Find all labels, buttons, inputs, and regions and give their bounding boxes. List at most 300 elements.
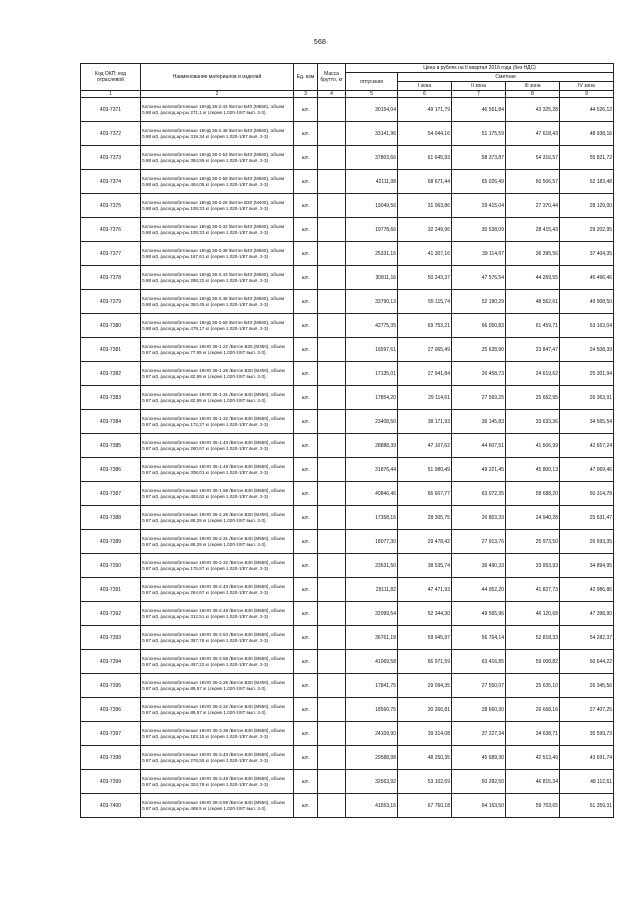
price-zone-3: 36 395,56 [506, 242, 560, 266]
column-number: 2 [141, 91, 294, 98]
item-mass [318, 98, 346, 122]
item-name: Колонны железобетонные 1КНО 36-1.48 /Бетон В40 (М550), объем 0,87 м3, расход ар-ры 308,01 кг (серия 1.020-1/87 вып. 2-3) [141, 458, 294, 482]
price-zone-2: 63 072,35 [452, 482, 506, 506]
item-unit: шт. [294, 242, 318, 266]
price-zone-3: 52 818,33 [506, 626, 560, 650]
item-mass [318, 722, 346, 746]
price-zone-1: 59 945,97 [398, 626, 452, 650]
price-zone-4: 49 908,50 [560, 290, 614, 314]
item-unit: шт. [294, 290, 318, 314]
price-zone-4: 47 398,90 [560, 602, 614, 626]
header-zone-4: IV зона [560, 82, 614, 91]
price-zone-1: 52 344,30 [398, 602, 452, 626]
price-zone-4: 28 129,00 [560, 194, 614, 218]
price-zone-4: 27 407,25 [560, 698, 614, 722]
price-zone-3: 27 370,44 [506, 194, 560, 218]
column-number-row [81, 91, 614, 98]
item-name: Колонны железобетонные 1КНД 36-3.32 /Бетон В40 (М550), объем 0,88 м3, расход ар-ры 108,23 кг (серия 1.020-1/87 вып. 2-3) [141, 218, 294, 242]
item-name: Колонны железобетонные 1КНО 36-1.26 /Бетон В30 (М400), объем 0,87 м3, расход ар-ры 82,69 кг (серия 1.020-1/87 вып. 2-3) [141, 362, 294, 386]
price-zone-1: 55 115,74 [398, 290, 452, 314]
price-zone-3: 25 635,10 [506, 674, 560, 698]
price-zone-3: 47 618,43 [506, 122, 560, 146]
price-zone-1: 27 065,49 [398, 338, 452, 362]
price-zone-2: 66 050,83 [452, 314, 506, 338]
item-unit: шт. [294, 770, 318, 794]
column-number: 9 [560, 91, 614, 98]
price-zone-2: 36 490,33 [452, 554, 506, 578]
price-zone-2: 25 628,90 [452, 338, 506, 362]
item-unit: шт. [294, 698, 318, 722]
item-unit: шт. [294, 722, 318, 746]
item-name: Колонны железобетонные 1КНО 36-3.38 /Бетон В40 (М550), объем 0,87 м3, расход ар-ры 183,15 кг (серия 1.020-1/87 вып. 2-3) [141, 722, 294, 746]
price-zone-4: 62 183,48 [560, 170, 614, 194]
price-zone-3: 61 459,71 [506, 314, 560, 338]
item-mass [318, 338, 346, 362]
item-code: 403-7384 [81, 410, 141, 434]
item-name: Колонны железобетонные 1КНД 36-2.53 /Бетон В40 (М550), объем 0,88 м3, расход ар-ры 394,59 кг (серия 1.020-1/87 вып. 2-3) [141, 146, 294, 170]
item-code: 403-7381 [81, 338, 141, 362]
price-release: 29111,82 [346, 578, 398, 602]
price-release: 18560,76 [346, 698, 398, 722]
item-mass [318, 266, 346, 290]
item-unit: шт. [294, 218, 318, 242]
table-row [81, 626, 614, 650]
item-name: Колонны железобетонные 1КНО 36-2.53 /Бетон В40 (М550), объем 0,87 м3, расход ар-ры 387,76 кг (серия 1.020-1/87 вып. 2-3) [141, 626, 294, 650]
item-name: Колонны железобетонные 1КНО 36-1.31 /Бетон В40 (М550), объем 0,87 м3, расход ар-ры 82,69 кг (серия 1.020-1/87 вып. 2-3) [141, 386, 294, 410]
item-code: 403-7371 [81, 98, 141, 122]
price-zone-1: 49 171,79 [398, 98, 452, 122]
item-code: 403-7393 [81, 626, 141, 650]
price-release: 24109,90 [346, 722, 398, 746]
table-row [81, 410, 614, 434]
price-zone-4: 35 599,73 [560, 722, 614, 746]
price-release: 23408,50 [346, 410, 398, 434]
item-mass [318, 194, 346, 218]
price-zone-2: 64 163,50 [452, 794, 506, 818]
price-zone-2: 44 952,20 [452, 578, 506, 602]
price-zone-2: 46 561,84 [452, 98, 506, 122]
price-zone-3: 23 847,47 [506, 338, 560, 362]
item-unit: шт. [294, 122, 318, 146]
table-row [81, 362, 614, 386]
item-code: 403-7379 [81, 290, 141, 314]
item-unit: шт. [294, 458, 318, 482]
item-code: 403-7399 [81, 770, 141, 794]
item-mass [318, 578, 346, 602]
price-zone-3: 33 633,36 [506, 410, 560, 434]
price-release: 32099,54 [346, 602, 398, 626]
price-release: 30811,16 [346, 266, 398, 290]
item-code: 403-7377 [81, 242, 141, 266]
price-zone-3: 41 506,99 [506, 434, 560, 458]
table-header [81, 64, 614, 98]
item-code: 403-7390 [81, 554, 141, 578]
price-zone-2: 36 145,83 [452, 410, 506, 434]
item-name: Колонны железобетонные 1КНД 36-2.43 /Бетон В40 (М550), объем 0,88 м3, расход ар-ры 271,1 кг (серия 1.020-1/87 вып. 2-3) [141, 98, 294, 122]
price-release: 29588,98 [346, 746, 398, 770]
price-zone-2: 30 538,09 [452, 218, 506, 242]
table-row [81, 650, 614, 674]
price-release: 42775,35 [346, 314, 398, 338]
price-zone-4: 42 657,24 [560, 434, 614, 458]
item-mass [318, 410, 346, 434]
price-zone-1: 51 980,49 [398, 458, 452, 482]
item-code: 403-7389 [81, 530, 141, 554]
item-mass [318, 506, 346, 530]
item-code: 403-7386 [81, 458, 141, 482]
item-mass [318, 626, 346, 650]
price-table [80, 63, 614, 818]
column-number: 8 [506, 91, 560, 98]
table-row [81, 602, 614, 626]
item-code: 403-7397 [81, 722, 141, 746]
item-unit: шт. [294, 506, 318, 530]
price-zone-2: 27 550,07 [452, 674, 506, 698]
item-mass [318, 386, 346, 410]
table-row [81, 506, 614, 530]
column-number: 5 [346, 91, 398, 98]
item-code: 403-7395 [81, 674, 141, 698]
price-zone-2: 28 660,30 [452, 698, 506, 722]
table-row [81, 242, 614, 266]
item-unit: шт. [294, 626, 318, 650]
price-zone-3: 60 506,57 [506, 170, 560, 194]
price-zone-4: 60 314,78 [560, 482, 614, 506]
price-zone-1: 29 478,42 [398, 530, 452, 554]
price-release: 17135,01 [346, 362, 398, 386]
item-name: Колонны железобетонные 1КНО 36-3.48 /Бетон В40 (М550), объем 0,87 м3, расход ар-ры 324,79 кг (серия 1.020-1/87 вып. 2-3) [141, 770, 294, 794]
item-name: Колонны железобетонные 1КНО 36-1.59 /Бетон В40 (М550), объем 0,87 м3, расход ар-ры 453,62 кг (серия 1.020-1/87 вып. 2-3) [141, 482, 294, 506]
column-number: 7 [452, 91, 506, 98]
table-row [81, 530, 614, 554]
item-unit: шт. [294, 362, 318, 386]
item-mass [318, 218, 346, 242]
table-row [81, 194, 614, 218]
item-unit: шт. [294, 794, 318, 818]
price-zone-1: 48 250,35 [398, 746, 452, 770]
price-zone-4: 26 363,91 [560, 386, 614, 410]
item-code: 403-7372 [81, 122, 141, 146]
table-row [81, 170, 614, 194]
price-zone-2: 58 373,87 [452, 146, 506, 170]
header-unit: Ед. изм [294, 64, 318, 91]
item-unit: шт. [294, 314, 318, 338]
item-code: 403-7400 [81, 794, 141, 818]
price-zone-1: 66 607,77 [398, 482, 452, 506]
item-code: 403-7388 [81, 506, 141, 530]
table-row [81, 674, 614, 698]
item-code: 403-7396 [81, 698, 141, 722]
item-unit: шт. [294, 386, 318, 410]
price-zone-1: 54 044,16 [398, 122, 452, 146]
price-zone-1: 29 114,61 [398, 386, 452, 410]
item-code: 403-7391 [81, 578, 141, 602]
item-name: Колонны железобетонные 1КНД 36-3.48 /Бетон В40 (М550), объем 0,88 м3, расход ар-ры 354,45 кг (серия 1.020-1/87 вып. 2-3) [141, 290, 294, 314]
item-unit: шт. [294, 746, 318, 770]
item-mass [318, 746, 346, 770]
item-name: Колонны железобетонные 1КНД 36-3.38 /Бетон В40 (М550), объем 0,88 м3, расход ар-ры 187,61 кг (серия 1.020-1/87 вып. 2-3) [141, 242, 294, 266]
header-estimate: Сметная [398, 73, 614, 82]
item-mass [318, 290, 346, 314]
item-mass [318, 314, 346, 338]
item-mass [318, 794, 346, 818]
item-code: 403-7385 [81, 434, 141, 458]
price-zone-1: 47 471,93 [398, 578, 452, 602]
item-name: Колонны железобетонные 1КНО 36-2.48 /Бетон В40 (М550), объем 0,87 м3, расход ар-ры 312,51 кг (серия 1.020-1/87 вып. 2-3) [141, 602, 294, 626]
item-mass [318, 650, 346, 674]
price-zone-1: 30 266,81 [398, 698, 452, 722]
price-zone-1: 53 102,69 [398, 770, 452, 794]
price-zone-2: 44 607,51 [452, 434, 506, 458]
price-zone-1: 47 107,62 [398, 434, 452, 458]
table-row [81, 266, 614, 290]
item-mass [318, 554, 346, 578]
item-mass [318, 482, 346, 506]
price-zone-3: 44 269,55 [506, 266, 560, 290]
item-mass [318, 530, 346, 554]
item-unit: шт. [294, 602, 318, 626]
item-unit: шт. [294, 482, 318, 506]
price-zone-4: 54 282,37 [560, 626, 614, 650]
item-mass [318, 698, 346, 722]
price-zone-3: 59 703,65 [506, 794, 560, 818]
item-name: Колонны железобетонные 1КНО 36-2.31 /Бетон В40 (М550), объем 0,87 м3, расход ар-ры 86,29 кг (серия 1.020-1/87 вып. 2-3) [141, 530, 294, 554]
column-number: 1 [81, 91, 141, 98]
item-mass [318, 170, 346, 194]
price-zone-1: 50 243,37 [398, 266, 452, 290]
item-unit: шт. [294, 410, 318, 434]
item-name: Колонны железобетонные 1КНО 36-1.22 /Бетон В25 (М350), объем 0,87 м3, расход ар-ры 77,65 кг (серия 1.020-1/87 вып. 2-3) [141, 338, 294, 362]
price-zone-4: 34 894,95 [560, 554, 614, 578]
price-zone-1: 27 941,84 [398, 362, 452, 386]
item-mass [318, 434, 346, 458]
table-row [81, 434, 614, 458]
price-release: 36761,18 [346, 626, 398, 650]
table-row [81, 122, 614, 146]
item-code: 403-7380 [81, 314, 141, 338]
table-row [81, 218, 614, 242]
price-zone-1: 32 249,96 [398, 218, 452, 242]
item-unit: шт. [294, 194, 318, 218]
price-zone-3: 58 688,20 [506, 482, 560, 506]
table-row [81, 698, 614, 722]
item-name: Колонны железобетонные 1КНД 36-3.59 /Бетон В40 (М550), объем 0,88 м3, расход ар-ры 479,17 кг (серия 1.020-1/87 вып. 2-3) [141, 314, 294, 338]
price-zone-4: 26 693,35 [560, 530, 614, 554]
price-zone-4: 48 938,16 [560, 122, 614, 146]
header-zone-3: III зона [506, 82, 560, 91]
price-release: 19049,56 [346, 194, 398, 218]
price-zone-3: 26 668,16 [506, 698, 560, 722]
header-name: Наименование материалов и изделий [141, 64, 294, 91]
table-row [81, 578, 614, 602]
price-zone-2: 63 416,85 [452, 650, 506, 674]
item-name: Колонны железобетонные 1КНО 36-3.59 /Бетон В40 (М550), объем 0,87 м3, расход ар-ры 469,5 кг (серия 1.020-1/87 вып. 2-3) [141, 794, 294, 818]
price-zone-2: 51 175,59 [452, 122, 506, 146]
price-zone-2: 45 689,30 [452, 746, 506, 770]
item-code: 403-7383 [81, 386, 141, 410]
price-zone-3: 28 415,43 [506, 218, 560, 242]
price-zone-4: 25 631,47 [560, 506, 614, 530]
item-code: 403-7378 [81, 266, 141, 290]
price-zone-1: 67 760,18 [398, 794, 452, 818]
price-release: 41553,16 [346, 794, 398, 818]
item-code: 403-7394 [81, 650, 141, 674]
price-zone-2: 50 282,50 [452, 770, 506, 794]
table-row [81, 338, 614, 362]
header-zone-1: I зона [398, 82, 452, 91]
item-code: 403-7392 [81, 602, 141, 626]
price-zone-2: 37 227,34 [452, 722, 506, 746]
price-zone-4: 43 691,74 [560, 746, 614, 770]
price-release: 30154,04 [346, 98, 398, 122]
price-release: 19778,66 [346, 218, 398, 242]
item-mass [318, 362, 346, 386]
price-release: 28888,39 [346, 434, 398, 458]
price-zone-1: 66 971,59 [398, 650, 452, 674]
table-row [81, 554, 614, 578]
price-zone-4: 26 345,56 [560, 674, 614, 698]
table-row [81, 98, 614, 122]
item-name: Колонны железобетонные 1КНД 36-3.43 /Бетон В40 (М550), объем 0,88 м3, расход ар-ры 288,22 кг (серия 1.020-1/87 вып. 2-3) [141, 266, 294, 290]
price-release: 32563,92 [346, 770, 398, 794]
item-name: Колонны железобетонные 1КНО 36-1.43 /Бетон В40 (М550), объем 0,87 м3, расход ар-ры 260,67 кг (серия 1.020-1/87 вып. 2-3) [141, 434, 294, 458]
price-zone-3: 24 619,62 [506, 362, 560, 386]
item-unit: шт. [294, 434, 318, 458]
item-mass [318, 122, 346, 146]
price-zone-2: 65 026,49 [452, 170, 506, 194]
item-code: 403-7375 [81, 194, 141, 218]
item-unit: шт. [294, 170, 318, 194]
price-zone-3: 48 562,61 [506, 290, 560, 314]
price-zone-4: 61 359,31 [560, 794, 614, 818]
item-code: 403-7387 [81, 482, 141, 506]
item-unit: шт. [294, 146, 318, 170]
table-row [81, 458, 614, 482]
price-zone-2: 26 458,73 [452, 362, 506, 386]
item-mass [318, 770, 346, 794]
price-zone-4: 34 565,54 [560, 410, 614, 434]
item-mass [318, 242, 346, 266]
price-zone-1: 38 171,93 [398, 410, 452, 434]
table-row [81, 386, 614, 410]
price-zone-4: 37 404,35 [560, 242, 614, 266]
table-row [81, 146, 614, 170]
table-row [81, 794, 614, 818]
price-zone-2: 27 913,76 [452, 530, 506, 554]
price-release: 17841,76 [346, 674, 398, 698]
price-zone-1: 61 645,93 [398, 146, 452, 170]
header-price-title: Цена в рублях на II квартал 2016 года (без НДС) [346, 64, 614, 73]
price-zone-4: 48 112,61 [560, 770, 614, 794]
column-number: 6 [398, 91, 452, 98]
price-zone-2: 27 569,25 [452, 386, 506, 410]
price-zone-1: 69 753,21 [398, 314, 452, 338]
item-code: 403-7373 [81, 146, 141, 170]
item-unit: шт. [294, 578, 318, 602]
header-mass: Масса брутто, кг [318, 64, 346, 91]
price-zone-1: 31 063,86 [398, 194, 452, 218]
price-release: 25331,16 [346, 242, 398, 266]
item-mass [318, 146, 346, 170]
page-number: 568 [313, 39, 327, 46]
price-zone-4: 45 496,46 [560, 266, 614, 290]
price-zone-4: 55 821,72 [560, 146, 614, 170]
price-zone-3: 42 513,49 [506, 746, 560, 770]
price-zone-3: 46 815,34 [506, 770, 560, 794]
price-release: 42111,98 [346, 170, 398, 194]
item-mass [318, 674, 346, 698]
price-zone-1: 38 535,74 [398, 554, 452, 578]
price-zone-1: 28 305,75 [398, 506, 452, 530]
column-number: 3 [294, 91, 318, 98]
price-zone-2: 56 764,14 [452, 626, 506, 650]
price-zone-2: 26 803,33 [452, 506, 506, 530]
price-zone-1: 29 094,35 [398, 674, 452, 698]
price-release: 17358,16 [346, 506, 398, 530]
item-code: 403-7382 [81, 362, 141, 386]
table-row [81, 482, 614, 506]
table-row [81, 314, 614, 338]
price-zone-3: 43 325,28 [506, 98, 560, 122]
item-name: Колонны железобетонные 1КНО 36-2.26 /Бетон В30 (М400), объем 0,87 м3, расход ар-ры 86,29 кг (серия 1.020-1/87 вып. 2-3) [141, 506, 294, 530]
price-zone-2: 52 190,29 [452, 290, 506, 314]
price-zone-2: 49 565,96 [452, 602, 506, 626]
header-zone-2: II зона [452, 82, 506, 91]
price-zone-4: 47 069,46 [560, 458, 614, 482]
price-zone-3: 41 827,73 [506, 578, 560, 602]
price-release: 31876,44 [346, 458, 398, 482]
item-unit: шт. [294, 338, 318, 362]
item-name: Колонны железобетонные 1КНД 36-3.26 /Бетон В30 (М400), объем 0,88 м3, расход ар-ры 108,23 кг (серия 1.020-1/87 вып. 2-3) [141, 194, 294, 218]
header-release: отпускная [346, 73, 398, 91]
item-name: Колонны железобетонные 1КНО 36-2.58 /Бетон В40 (М550), объем 0,87 м3, расход ар-ры 457,22 кг (серия 1.020-1/87 вып. 2-3) [141, 650, 294, 674]
item-code: 403-7374 [81, 170, 141, 194]
table-row [81, 290, 614, 314]
price-release: 41069,58 [346, 650, 398, 674]
price-zone-4: 42 986,86 [560, 578, 614, 602]
price-zone-4: 25 301,94 [560, 362, 614, 386]
header-code: Код ОКП; код отраслевой [81, 64, 141, 91]
price-zone-1: 68 671,44 [398, 170, 452, 194]
item-name: Колонны железобетонные 1КНО 36-2.43 /Бетон В40 (М550), объем 0,87 м3, расход ар-ры 264,67 кг (серия 1.020-1/87 вып. 2-3) [141, 578, 294, 602]
item-unit: шт. [294, 530, 318, 554]
table-row [81, 770, 614, 794]
price-zone-1: 39 314,08 [398, 722, 452, 746]
item-unit: шт. [294, 266, 318, 290]
item-unit: шт. [294, 98, 318, 122]
item-name: Колонны железобетонные 1КНО 36-3.43 /Бетон В40 (М550), объем 0,87 м3, расход ар-ры 276,55 кг (серия 1.020-1/87 вып. 2-3) [141, 746, 294, 770]
item-name: Колонны железобетонные 1КНД 36-2.59 /Бетон В40 (М550), объем 0,88 м3, расход ар-ры 464,05 кг (серия 1.020-1/87 вып. 2-3) [141, 170, 294, 194]
price-zone-2: 47 576,54 [452, 266, 506, 290]
item-name: Колонны железобетонные 1КНД 36-2.48 /Бетон В40 (М550), объем 0,88 м3, расход ар-ры 319,34 кг (серия 1.020-1/87 вып. 2-3) [141, 122, 294, 146]
price-zone-4: 63 163,04 [560, 314, 614, 338]
price-zone-3: 46 120,68 [506, 602, 560, 626]
item-code: 403-7376 [81, 218, 141, 242]
price-release: 18077,30 [346, 530, 398, 554]
item-name: Колонны железобетонные 1КНО 36-3.26 /Бетон В30 (М400), объем 0,87 м3, расход ар-ры 89,57 кг (серия 1.020-1/87 вып. 2-3) [141, 674, 294, 698]
price-zone-3: 59 008,82 [506, 650, 560, 674]
item-name: Колонны железобетонные 1КНО 36-3.32 /Бетон В40 (М550), объем 0,87 м3, расход ар-ры 89,57 кг (серия 1.020-1/87 вып. 2-3) [141, 698, 294, 722]
table-row [81, 722, 614, 746]
price-zone-4: 24 508,39 [560, 338, 614, 362]
price-release: 23631,50 [346, 554, 398, 578]
price-zone-2: 39 114,67 [452, 242, 506, 266]
item-name: Колонны железобетонные 1КНО 36-2.32 /Бетон В40 (М550), объем 0,87 м3, расход ар-ры 175,87 кг (серия 1.020-1/87 вып. 2-3) [141, 554, 294, 578]
item-mass [318, 458, 346, 482]
price-zone-4: 29 202,95 [560, 218, 614, 242]
price-zone-4: 60 644,22 [560, 650, 614, 674]
price-release: 40846,46 [346, 482, 398, 506]
